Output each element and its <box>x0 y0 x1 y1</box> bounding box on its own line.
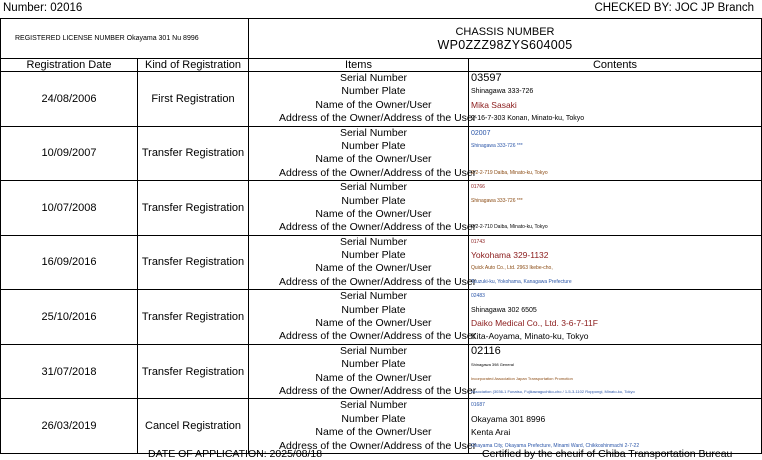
registration-kind: Cancel Registration <box>138 399 249 454</box>
serial-number-label: Serial Number <box>339 290 408 303</box>
table-row <box>1 72 762 127</box>
item-labels <box>249 290 477 345</box>
item-labels <box>249 181 477 236</box>
registration-date: 31/07/2018 <box>1 344 138 399</box>
serial-number-value: 01743 <box>471 238 485 245</box>
col-items: Items <box>249 59 469 72</box>
item-labels <box>249 235 477 290</box>
owner-label: Name of the Owner/User <box>315 207 432 220</box>
col-kind-of-registration: Kind of Registration <box>138 59 249 72</box>
item-labels <box>249 399 477 454</box>
chassis-number: WP0ZZZ98ZYS604005 <box>437 37 573 52</box>
serial-number-value: 03597 <box>471 72 502 84</box>
registration-kind: Transfer Registration <box>138 181 249 236</box>
registration-kind: Transfer Registration <box>138 126 249 181</box>
owner-label: Name of the Owner/User <box>315 262 432 275</box>
record-contents <box>469 235 762 290</box>
number-plate-label: Number Plate <box>341 139 406 152</box>
record-contents <box>469 344 762 399</box>
record-contents <box>469 72 762 127</box>
document-number: Number: 02016 <box>3 2 83 14</box>
owner-value: Daiko Medical Co., Ltd. 3-6-7-11F <box>471 318 598 329</box>
owner-value <box>471 153 759 166</box>
number-plate-label: Number Plate <box>341 85 406 98</box>
address-value: Okayama City, Okayama Prefecture, Minami Ward, Chikkoshinmachi 2-7-22 <box>471 442 640 449</box>
serial-number-value: 01766 <box>471 184 485 191</box>
chassis-label: CHASSIS NUMBER <box>455 25 555 38</box>
number-plate-value: Shinagawa 333-726 <box>471 88 534 96</box>
address-label: Address of the Owner/Address of the User <box>279 275 477 288</box>
registration-date: 16/09/2016 <box>1 235 138 290</box>
number-plate-value: Shinagawa 302 6505 <box>471 306 537 314</box>
address-value: 2-2-2-719 Daiba, Minato-ku, Tokyo <box>471 169 548 176</box>
serial-number-value: 01687 <box>471 402 485 409</box>
certification-note: Certified by the cheuif of Chiba Transportation Bureau <box>482 448 733 460</box>
address-value: Association (3036-1 Funatsu, Fujikawaguchiko-cho / 1-5-3-1102 Roppongi, Minato-ku, Tokyo <box>471 388 635 394</box>
serial-number-value: 02007 <box>471 129 491 137</box>
owner-label: Name of the Owner/User <box>315 98 432 111</box>
address-label: Address of the Owner/Address of the User <box>279 112 477 125</box>
table-row <box>1 344 762 399</box>
registration-kind: Transfer Registration <box>138 344 249 399</box>
owner-label: Name of the Owner/User <box>315 371 432 384</box>
registration-table <box>0 18 762 454</box>
checked-by: CHECKED BY: JOC JP Branch <box>594 2 754 14</box>
table-row <box>1 126 762 181</box>
registration-kind: First Registration <box>138 72 249 127</box>
registration-date: 25/10/2016 <box>1 290 138 345</box>
record-contents <box>469 181 762 236</box>
item-labels <box>249 126 477 181</box>
owner-value: Kenta Arai <box>471 427 511 438</box>
number-plate-label: Number Plate <box>341 249 406 262</box>
column-header-row <box>1 59 762 72</box>
serial-number-label: Serial Number <box>339 181 408 194</box>
serial-number-label: Serial Number <box>339 126 408 139</box>
document-header <box>0 0 762 17</box>
serial-number-label: Serial Number <box>339 235 408 248</box>
registration-date: 10/07/2008 <box>1 181 138 236</box>
owner-value: Mika Sasaki <box>471 99 517 110</box>
date-of-application: DATE OF APPLICATION: 2025/08/18 <box>148 448 323 460</box>
serial-number-label: Serial Number <box>339 72 408 84</box>
table-top-row <box>1 19 762 59</box>
registration-date: 24/08/2006 <box>1 72 138 127</box>
registration-kind: Transfer Registration <box>138 290 249 345</box>
owner-label: Name of the Owner/User <box>315 426 432 439</box>
registration-kind: Transfer Registration <box>138 235 249 290</box>
serial-number-label: Serial Number <box>339 344 408 357</box>
address-label: Address of the Owner/Address of the User <box>279 384 477 397</box>
number-plate-label: Number Plate <box>341 194 406 207</box>
address-value: Kita-Aoyama, Minato-ku, Tokyo <box>471 331 589 342</box>
owner-label: Name of the Owner/User <box>315 153 432 166</box>
col-contents: Contents <box>469 59 762 72</box>
number-plate-label: Number Plate <box>341 303 406 316</box>
address-value: Tsuzuki-ku, Yokohama, Kanagawa Prefecture <box>471 278 572 285</box>
owner-value: Quick Auto Co., Ltd. 2963 Ikebe-cho, <box>471 265 553 272</box>
record-contents <box>469 399 762 454</box>
address-label: Address of the Owner/Address of the User <box>279 221 477 234</box>
table-row <box>1 399 762 454</box>
license-number: REGISTERED LICENSE NUMBER Okayama 301 Nu 8996 <box>1 19 249 59</box>
number-plate-value: Okayama 301 8996 <box>471 413 546 424</box>
number-plate-value: Yokohama 329-1132 <box>471 250 549 261</box>
table-row <box>1 181 762 236</box>
record-contents <box>469 290 762 345</box>
item-labels <box>249 72 477 127</box>
number-plate-value: Shinagawa 333-726 *** <box>471 197 523 204</box>
address-label: Address of the Owner/Address of the User <box>279 439 477 452</box>
address-value: 2-2-2-710 Daiba, Minato-ku, Tokyo <box>471 224 548 231</box>
number-plate-label: Number Plate <box>341 412 406 425</box>
number-plate-label: Number Plate <box>341 358 406 371</box>
owner-label: Name of the Owner/User <box>315 317 432 330</box>
chassis-cell <box>249 19 762 59</box>
owner-value: Incorporated Association Japan Transportation Promotion <box>471 375 573 381</box>
item-labels <box>249 344 477 399</box>
address-label: Address of the Owner/Address of the User <box>279 166 477 179</box>
serial-number-value: 02116 <box>471 344 501 357</box>
owner-value <box>471 208 759 221</box>
number-plate-value: Shinagawa 333-726 *** <box>471 142 523 149</box>
serial-number-value: 02483 <box>471 293 485 300</box>
serial-number-label: Serial Number <box>339 399 408 412</box>
address-value: 2-16-7-303 Konan, Minato-ku, Tokyo <box>471 115 585 123</box>
registration-date: 10/09/2007 <box>1 126 138 181</box>
col-registration-date: Registration Date <box>1 59 138 72</box>
number-plate-value: Shinagawa 398 General <box>471 362 514 368</box>
registration-date: 26/03/2019 <box>1 399 138 454</box>
table-row <box>1 290 762 345</box>
address-label: Address of the Owner/Address of the User <box>279 330 477 343</box>
table-row <box>1 235 762 290</box>
record-contents <box>469 126 762 181</box>
